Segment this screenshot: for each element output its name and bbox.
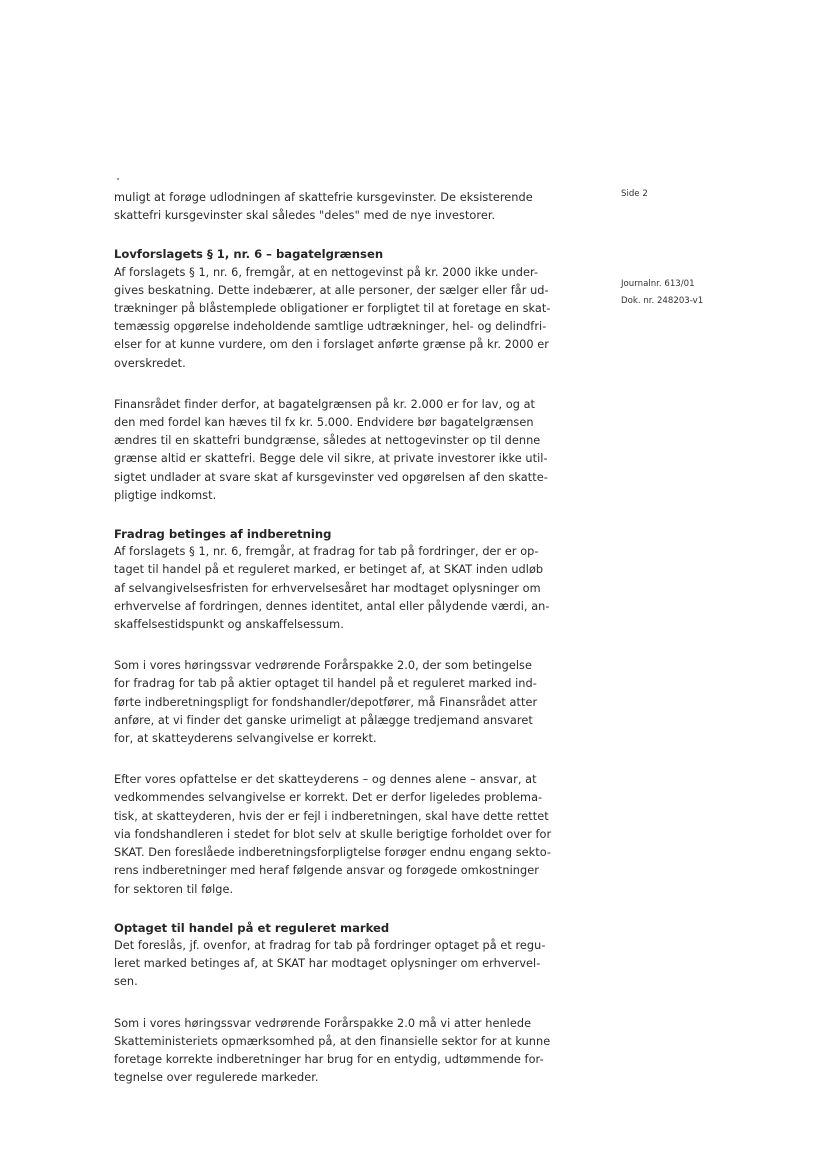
intro-paragraph: muligt at forøge udlodningen af skattefrie kursgevinster. De eksisterende skattefri kursgevinster skal således "deles" med de nye investorer. (114, 191, 533, 223)
journal-number: Journalnr. 613/01 (621, 279, 695, 289)
letter-body (114, 189, 586, 1087)
section-heading-bagatelgraensen: Lovforslagets § 1, nr. 6 – bagatelgrænsen (114, 247, 384, 262)
paragraph: Finansrådet finder derfor, at bagatelgrænsen på kr. 2.000 er for lav, og at den med fordel kan hæves til fx kr. 5.000. Endvidere bør bagatelgrænsen ændres til en skattefri bundgrænse, således at nettogevinster op til denne grænse altid er skattefri. Begge dele vil sikre, at private investorer ikke util- sigtet undlader at svare skat af kursgevinster ved opgørelsen af den skatte- pligtige indkomst. (114, 397, 548, 502)
paragraph: Det foreslås, jf. ovenfor, at fradrag for tab på fordringer optaget på et regu- leret marked betinges af, at SKAT har modtaget oplysninger om erhvervel- sen. (114, 938, 546, 989)
reference-block (621, 276, 703, 309)
paragraph: Som i vores høringssvar vedrørende Forårspakke 2.0, der som betingelse for fradrag for tab på aktier optaget til handel på et reguleret marked ind- førte indberetningspligt for fondshandler/depotfører, må Finansrådet atter anføre, at vi finder det ganske urimeligt at pålægge tredjemand ansvaret for, at skatteyderens selvangivelse er korrekt. (114, 659, 538, 746)
scan-speck (117, 178, 119, 180)
section-heading-fradrag: Fradrag betinges af indberetning (114, 527, 332, 542)
paragraph: Efter vores opfattelse er det skatteyderens – og dennes alene – ansvar, at vedkommendes selvangivelse er korrekt. Det er derfor ligeledes problema- tisk, at skatteyderen, hvis der er fejl i indberetningen, skal have dette rettet via fondshandleren i stedet for blot selv at skulle berigtige forholdet over for SKAT. Den foreslåede indberetningsforpligtelse forøger endnu engang sekto- rens indberetninger med heraf følgende ansvar og forøgede omkostninger for sektoren til følge. (114, 773, 552, 896)
paragraph: Af forslagets § 1, nr. 6, fremgår, at fradrag for tab på fordringer, der er op- taget til handel på et reguleret marked, er betinget af, at SKAT inden udløb af selvangivelsesfristen for erhvervelsesåret har modtaget oplysninger om erhvervelse af fordringen, dennes identitet, antal eller pålydende værdi, an- skaffelsestidspunkt og anskaffelsessum. (114, 545, 550, 632)
section-heading-reguleret-marked: Optaget til handel på et reguleret marked (114, 920, 390, 935)
paragraph: Som i vores høringssvar vedrørende Forårspakke 2.0 må vi atter henlede Skatteministeriets opmærksomhed på, at den finansielle sektor for at kunne foretage korrekte indberetninger har brug for en entydig, udtømmende for- tegnelse over regulerede markeder. (114, 1016, 551, 1085)
document-number: Dok. nr. 248203-v1 (621, 295, 704, 306)
paragraph: Af forslagets § 1, nr. 6, fremgår, at en nettogevinst på kr. 2000 ikke under- gives beskatning. Dette indebærer, at alle personer, der sælger eller får ud- trækninger på blåstemplede obligationer er forpligtet til at foretage en skat- temæssig opgørelse indeholdende samtlige udtrækninger, hel- og delindfri- elser for at kunne vurdere, om den i forslaget anførte grænse på kr. 2000 er overskredet. (114, 265, 551, 370)
page-number: Side 2 (621, 189, 648, 199)
